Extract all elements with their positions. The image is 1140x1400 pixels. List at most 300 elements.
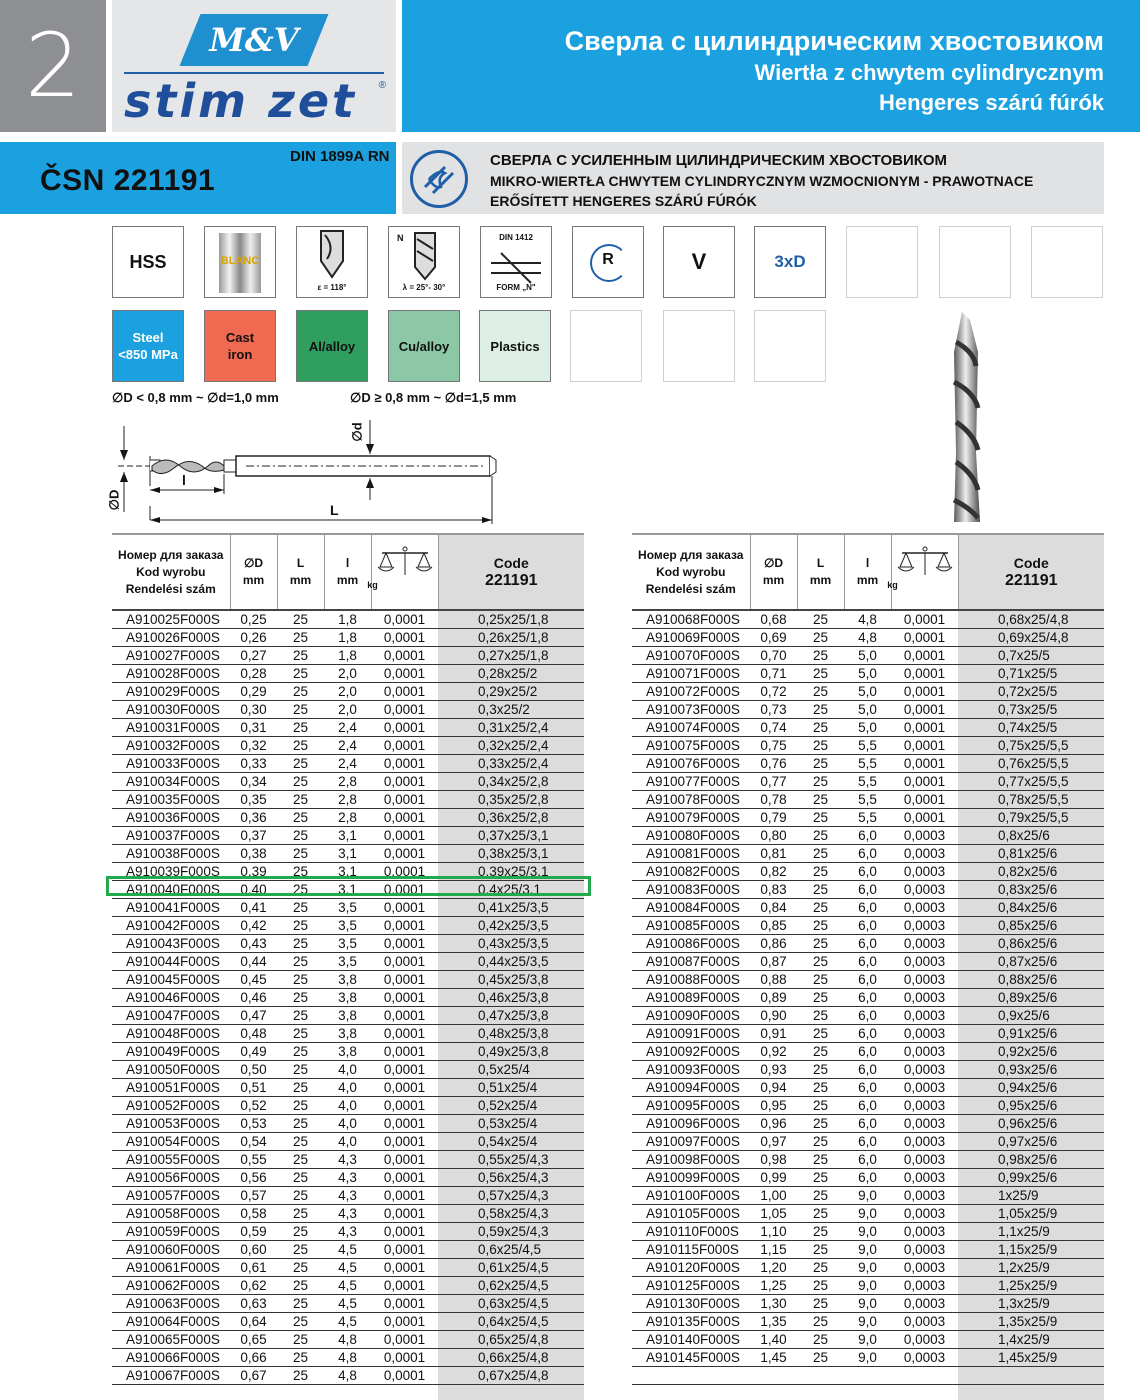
diameter-cell: 0,30	[230, 701, 277, 719]
col-L: L mm	[277, 534, 324, 610]
table-row	[632, 881, 1104, 899]
type-ru: СВЕРЛА С УСИЛЕННЫМ ЦИЛИНДРИЧЕСКИМ ХВОСТОВИКОМ	[490, 152, 948, 169]
flute-length-cell: 9,0	[844, 1205, 891, 1223]
length-cell: 25	[797, 1061, 844, 1079]
table-row	[632, 809, 1104, 827]
code-cell: 0,87x25/6	[958, 953, 1104, 971]
order-number-cell: A910081F000S	[632, 845, 750, 863]
scale-icon	[376, 541, 434, 581]
table-row	[632, 665, 1104, 683]
diameter-cell: 1,10	[750, 1223, 797, 1241]
length-cell: 25	[797, 773, 844, 791]
length-cell	[797, 1384, 844, 1400]
flute-length-cell: 9,0	[844, 1295, 891, 1313]
order-number-cell: A910088F000S	[632, 971, 750, 989]
diameter-cell: 0,59	[230, 1223, 277, 1241]
diameter-cell: 0,44	[230, 953, 277, 971]
weight-cell: 0,0001	[891, 610, 958, 629]
weight-cell: 0,0003	[891, 1133, 958, 1151]
weight-cell: 0,0001	[891, 737, 958, 755]
order-number-cell: A910042F000S	[112, 917, 230, 935]
length-cell: 25	[277, 971, 324, 989]
order-number-cell: A910097F000S	[632, 1133, 750, 1151]
flute-length-cell: 4,8	[324, 1331, 371, 1349]
flute-length-cell: 5,5	[844, 755, 891, 773]
code-cell: 0,53x25/4	[438, 1115, 584, 1133]
flute-length-cell: 5,5	[844, 773, 891, 791]
flute-length-cell: 6,0	[844, 845, 891, 863]
weight-cell: 0,0001	[371, 755, 438, 773]
weight-cell: 0,0003	[891, 1151, 958, 1169]
flute-length-cell: 3,8	[324, 989, 371, 1007]
code-cell: 1,3x25/9	[958, 1295, 1104, 1313]
table-row	[112, 1241, 584, 1259]
diameter-cell: 0,86	[750, 935, 797, 953]
order-number-cell: A910084F000S	[632, 899, 750, 917]
table-row	[112, 737, 584, 755]
diameter-cell: 0,89	[750, 989, 797, 1007]
order-number-cell: A910082F000S	[632, 863, 750, 881]
order-number-cell: A910047F000S	[112, 1007, 230, 1025]
flute-length-cell: 3,5	[324, 953, 371, 971]
helix-angle-label: λ = 25°- 30°	[402, 283, 446, 292]
flute-length-cell: 4,0	[324, 1115, 371, 1133]
code-cell: 0,67x25/4,8	[438, 1367, 584, 1385]
diameter-cell: 1,15	[750, 1241, 797, 1259]
diameter-cell: 1,45	[750, 1349, 797, 1367]
code-cell: 0,95x25/6	[958, 1097, 1104, 1115]
table-row	[632, 1097, 1104, 1115]
table-row	[632, 683, 1104, 701]
code-cell: 0,7x25/5	[958, 647, 1104, 665]
order-number-cell: A910044F000S	[112, 953, 230, 971]
table-row	[632, 1295, 1104, 1313]
form-label: FORM „N"	[496, 283, 536, 292]
code-cell: 1,4x25/9	[958, 1331, 1104, 1349]
table-row	[632, 610, 1104, 629]
code-cell: 0,86x25/6	[958, 935, 1104, 953]
order-number-cell: A910026F000S	[112, 629, 230, 647]
length-cell: 25	[277, 791, 324, 809]
code-cell: 0,27x25/1,8	[438, 647, 584, 665]
code-cell: 0,55x25/4,3	[438, 1151, 584, 1169]
order-number-cell: A910031F000S	[112, 719, 230, 737]
length-cell: 25	[277, 827, 324, 845]
diameter-cell: 0,93	[750, 1061, 797, 1079]
weight-cell: 0,0001	[371, 827, 438, 845]
logo-mv-text: M&V	[209, 21, 299, 59]
length-cell: 25	[797, 629, 844, 647]
dim-d-big: ∅D	[106, 489, 122, 511]
code-cell: 0,63x25/4,5	[438, 1295, 584, 1313]
flute-length-cell: 4,3	[324, 1169, 371, 1187]
diameter-cell: 0,87	[750, 953, 797, 971]
diameter-cell: 0,29	[230, 683, 277, 701]
weight-unit: kg	[367, 579, 378, 590]
table-row	[632, 737, 1104, 755]
weight-cell: 0,0001	[371, 737, 438, 755]
order-number-cell: A910041F000S	[112, 899, 230, 917]
dim-d-small: ∅d	[349, 422, 365, 442]
code-cell: 0,41x25/3,5	[438, 899, 584, 917]
diameter-cell: 0,63	[230, 1295, 277, 1313]
weight-cell: 0,0001	[891, 809, 958, 827]
diameter-cell: 0,65	[230, 1331, 277, 1349]
diameter-cell: 0,88	[750, 971, 797, 989]
diameter-cell: 0,82	[750, 863, 797, 881]
length-cell: 25	[797, 1097, 844, 1115]
code-cell: 0,39x25/3,1	[438, 863, 584, 881]
code-cell: 0,4x25/3,1	[438, 881, 584, 899]
code-cell: 0,68x25/4,8	[958, 610, 1104, 629]
table-row	[112, 1331, 584, 1349]
length-cell: 25	[797, 935, 844, 953]
weight-cell: 0,0003	[891, 953, 958, 971]
order-number-cell: A910032F000S	[112, 737, 230, 755]
order-number-cell: A910040F000S	[112, 881, 230, 899]
diameter-cell: 0,83	[750, 881, 797, 899]
flute-length-cell: 6,0	[844, 1043, 891, 1061]
code-cell: 0,25x25/1,8	[438, 610, 584, 629]
weight-cell: 0,0003	[891, 1007, 958, 1025]
chapter-number: 2	[0, 0, 106, 132]
order-number-cell: A910085F000S	[632, 917, 750, 935]
code-cell: 0,93x25/6	[958, 1061, 1104, 1079]
weight-cell: 0,0001	[891, 719, 958, 737]
diameter-cell: 0,99	[750, 1169, 797, 1187]
weight-cell: 0,0001	[371, 1061, 438, 1079]
material-label: Steel	[132, 330, 164, 345]
length-cell: 25	[277, 1187, 324, 1205]
code-cell: 0,44x25/3,5	[438, 953, 584, 971]
weight-cell: 0,0003	[891, 935, 958, 953]
length-cell: 25	[277, 1007, 324, 1025]
flute-length-cell: 6,0	[844, 1079, 891, 1097]
din1412-form-icon	[480, 226, 552, 298]
length-cell: 25	[277, 1259, 324, 1277]
table-row	[112, 917, 584, 935]
flute-length-cell: 9,0	[844, 1259, 891, 1277]
length-cell: 25	[797, 1349, 844, 1367]
code-cell: 1,05x25/9	[958, 1205, 1104, 1223]
code-cell: 0,71x25/5	[958, 665, 1104, 683]
weight-cell: 0,0003	[891, 881, 958, 899]
weight-cell: 0,0001	[371, 1169, 438, 1187]
weight-cell: 0,0001	[371, 629, 438, 647]
table-row	[112, 1367, 584, 1385]
length-cell: 25	[277, 1241, 324, 1259]
length-cell: 25	[797, 1151, 844, 1169]
material-label: Plastics	[490, 338, 540, 354]
flute-length-cell: 6,0	[844, 881, 891, 899]
order-number-cell: A910056F000S	[112, 1169, 230, 1187]
diameter-cell: 0,94	[750, 1079, 797, 1097]
length-cell: 25	[797, 665, 844, 683]
order-number-cell: A910066F000S	[112, 1349, 230, 1367]
table-row	[112, 701, 584, 719]
table-row	[632, 1169, 1104, 1187]
weight-cell: 0,0003	[891, 971, 958, 989]
length-cell: 25	[277, 1169, 324, 1187]
table-row	[632, 917, 1104, 935]
flute-length-cell: 4,0	[324, 1097, 371, 1115]
order-number-cell: A910077F000S	[632, 773, 750, 791]
flute-length-cell: 5,0	[844, 683, 891, 701]
length-cell: 25	[277, 917, 324, 935]
table-row	[112, 1277, 584, 1295]
diameter-cell: 0,35	[230, 791, 277, 809]
flute-length-cell: 6,0	[844, 827, 891, 845]
length-cell: 25	[797, 755, 844, 773]
order-number-cell: A910052F000S	[112, 1097, 230, 1115]
diameter-cell: 0,41	[230, 899, 277, 917]
diameter-cell: 0,91	[750, 1025, 797, 1043]
diameter-cell: 1,25	[750, 1277, 797, 1295]
diameter-cell: 1,35	[750, 1313, 797, 1331]
code-cell: 0,84x25/6	[958, 899, 1104, 917]
code-cell: 0,97x25/6	[958, 1133, 1104, 1151]
table-row	[112, 1349, 584, 1367]
diameter-cell: 0,64	[230, 1313, 277, 1331]
col-weight	[367, 534, 438, 610]
table-row	[632, 1079, 1104, 1097]
weight-cell: 0,0001	[371, 845, 438, 863]
col-code: Code 221191	[438, 534, 584, 610]
diameter-cell: 1,05	[750, 1205, 797, 1223]
weight-cell: 0,0001	[371, 701, 438, 719]
order-number-cell: A910086F000S	[632, 935, 750, 953]
length-cell: 25	[277, 809, 324, 827]
code-cell: 0,94x25/6	[958, 1079, 1104, 1097]
order-number-cell	[112, 1385, 230, 1400]
order-number-cell: A910115F000S	[632, 1241, 750, 1259]
col-code: Code 221191	[958, 534, 1104, 610]
code-cell: 0,59x25/4,3	[438, 1223, 584, 1241]
code-cell: 1,2x25/9	[958, 1259, 1104, 1277]
length-cell: 25	[797, 1169, 844, 1187]
length-cell: 25	[797, 881, 844, 899]
col-d: ∅D mm	[230, 534, 277, 610]
code-cell: 0,48x25/3,8	[438, 1025, 584, 1043]
order-number-cell: A910087F000S	[632, 953, 750, 971]
order-number-cell: A910060F000S	[112, 1241, 230, 1259]
length-cell: 25	[277, 1331, 324, 1349]
diameter-cell: 0,68	[750, 610, 797, 629]
weight-cell: 0,0001	[371, 1079, 438, 1097]
diameter-cell: 0,62	[230, 1277, 277, 1295]
table-row	[112, 791, 584, 809]
length-cell: 25	[797, 1295, 844, 1313]
length-cell: 25	[797, 971, 844, 989]
code-cell: 0,75x25/5,5	[958, 737, 1104, 755]
flute-length-cell: 5,0	[844, 701, 891, 719]
col-l: l mm	[844, 534, 891, 610]
code-cell: 0,62x25/4,5	[438, 1277, 584, 1295]
length-cell: 25	[277, 665, 324, 683]
order-number-cell: A910083F000S	[632, 881, 750, 899]
flute-length-cell: 3,1	[324, 863, 371, 881]
length-cell: 25	[797, 809, 844, 827]
order-number-cell: A910079F000S	[632, 809, 750, 827]
order-number-cell: A910067F000S	[112, 1367, 230, 1385]
table-row	[632, 1277, 1104, 1295]
length-cell: 25	[277, 610, 324, 629]
length-cell: 25	[797, 683, 844, 701]
table-row	[632, 827, 1104, 845]
product-table-right	[632, 533, 1104, 1400]
drill-schematic	[106, 416, 506, 533]
order-number-cell: A910033F000S	[112, 755, 230, 773]
length-cell: 25	[797, 701, 844, 719]
code-cell: 1,35x25/9	[958, 1313, 1104, 1331]
weight-cell: 0,0003	[891, 1349, 958, 1367]
diameter-cell: 0,84	[750, 899, 797, 917]
order-number-cell: A910051F000S	[112, 1079, 230, 1097]
scale-icon	[896, 541, 954, 581]
diameter-cell: 0,56	[230, 1169, 277, 1187]
table-row	[112, 809, 584, 827]
table-row	[632, 791, 1104, 809]
order-number-cell: A910039F000S	[112, 863, 230, 881]
diameter-cell: 0,66	[230, 1349, 277, 1367]
product-type-bar	[402, 142, 1104, 214]
type-hu: ERŐSÍTETT HENGERES SZÁRÚ FÚRÓK	[490, 193, 757, 209]
col-order: Номер для заказа Kod wyrobu Rendelési szám	[632, 534, 750, 610]
code-number: 221191	[1004, 572, 1058, 589]
table-row	[632, 1205, 1104, 1223]
weight-cell: 0,0001	[371, 1277, 438, 1295]
length-cell: 25	[797, 827, 844, 845]
diameter-cell: 0,74	[750, 719, 797, 737]
table-row	[632, 935, 1104, 953]
table-row	[632, 647, 1104, 665]
flute-length-cell: 5,0	[844, 719, 891, 737]
table-row	[112, 1115, 584, 1133]
material-cast-iron	[204, 310, 276, 382]
code-cell: 0,35x25/2,8	[438, 791, 584, 809]
title-hu: Hengeres szárú fúrók	[879, 90, 1104, 115]
weight-cell: 0,0001	[371, 1295, 438, 1313]
code-cell: 0,5x25/4	[438, 1061, 584, 1079]
material-cu-alloy	[388, 310, 460, 382]
length-cell: 25	[277, 1313, 324, 1331]
length-cell: 25	[797, 899, 844, 917]
flute-length-cell: 4,0	[324, 1061, 371, 1079]
rotation-label: R	[602, 251, 614, 268]
code-cell: 0,58x25/4,3	[438, 1205, 584, 1223]
code-cell: 0,32x25/2,4	[438, 737, 584, 755]
table-row	[112, 1025, 584, 1043]
col-weight	[887, 534, 958, 610]
weight-cell: 0,0001	[371, 809, 438, 827]
material-label: Cast	[225, 330, 255, 345]
drill-photo	[940, 312, 990, 527]
diameter-cell: 0,80	[750, 827, 797, 845]
table-row	[112, 971, 584, 989]
table-row	[632, 1061, 1104, 1079]
length-cell: 25	[277, 1223, 324, 1241]
code-cell: 0,45x25/3,8	[438, 971, 584, 989]
table-row	[632, 953, 1104, 971]
flute-length-cell: 6,0	[844, 1061, 891, 1079]
table-row	[632, 629, 1104, 647]
weight-cell: 0,0001	[371, 1349, 438, 1367]
order-number-cell: A910058F000S	[112, 1205, 230, 1223]
flute-length-cell: 9,0	[844, 1187, 891, 1205]
empty-slot	[846, 226, 918, 298]
brand-logo	[112, 0, 396, 132]
table-row	[632, 899, 1104, 917]
diameter-cell: 0,46	[230, 989, 277, 1007]
table-row	[112, 1133, 584, 1151]
flute-length-cell: 9,0	[844, 1313, 891, 1331]
order-number-cell: A910053F000S	[112, 1115, 230, 1133]
diameter-cell: 0,72	[750, 683, 797, 701]
flute-length-cell: 9,0	[844, 1241, 891, 1259]
order-number-cell: A910093F000S	[632, 1061, 750, 1079]
order-number-cell: A910064F000S	[112, 1313, 230, 1331]
flute-length-cell: 9,0	[844, 1223, 891, 1241]
flute-length-cell: 3,8	[324, 1043, 371, 1061]
flute-length-cell: 3,1	[324, 827, 371, 845]
weight-cell: 0,0003	[891, 1043, 958, 1061]
weight-cell: 0,0001	[371, 971, 438, 989]
weight-cell	[371, 1385, 438, 1400]
weight-cell: 0,0001	[891, 647, 958, 665]
weight-cell: 0,0001	[371, 1205, 438, 1223]
weight-cell: 0,0001	[891, 629, 958, 647]
length-cell: 25	[797, 953, 844, 971]
order-number-cell: A910094F000S	[632, 1079, 750, 1097]
empty-slot	[1031, 226, 1103, 298]
diameter-cell: 0,27	[230, 647, 277, 665]
order-number-cell: A910099F000S	[632, 1169, 750, 1187]
flute-length-cell: 5,5	[844, 737, 891, 755]
flute-length-cell: 4,5	[324, 1277, 371, 1295]
diameter-cell: 0,52	[230, 1097, 277, 1115]
flute-length-cell	[324, 1385, 371, 1400]
material-label: <850 MPa	[118, 347, 178, 362]
table-row	[632, 1115, 1104, 1133]
code-cell	[438, 1385, 584, 1400]
logo-stimzet: stim zet	[124, 74, 358, 128]
weight-cell: 0,0003	[891, 1313, 958, 1331]
length-cell: 25	[277, 1115, 324, 1133]
diameter-cell: 0,85	[750, 917, 797, 935]
code-cell: 0,89x25/6	[958, 989, 1104, 1007]
order-number-cell: A910027F000S	[112, 647, 230, 665]
length-3xd-icon: 3xD	[754, 226, 826, 298]
code-cell: 0,33x25/2,4	[438, 755, 584, 773]
material-al-alloy	[296, 310, 368, 382]
diameter-cell: 0,31	[230, 719, 277, 737]
table-row	[112, 683, 584, 701]
order-number-cell: A910090F000S	[632, 1007, 750, 1025]
flute-length-cell: 2,4	[324, 755, 371, 773]
weight-cell: 0,0001	[371, 881, 438, 899]
table-row	[112, 935, 584, 953]
code-cell: 1,1x25/9	[958, 1223, 1104, 1241]
flute-length-cell: 4,3	[324, 1187, 371, 1205]
v-icon: V	[663, 226, 735, 298]
table-row	[632, 1259, 1104, 1277]
flute-length-cell: 3,5	[324, 935, 371, 953]
code-cell: 0,79x25/5,5	[958, 809, 1104, 827]
weight-cell	[891, 1367, 958, 1385]
table-row	[112, 1187, 584, 1205]
diameter-cell	[230, 1385, 277, 1400]
flute-length-cell: 4,5	[324, 1295, 371, 1313]
